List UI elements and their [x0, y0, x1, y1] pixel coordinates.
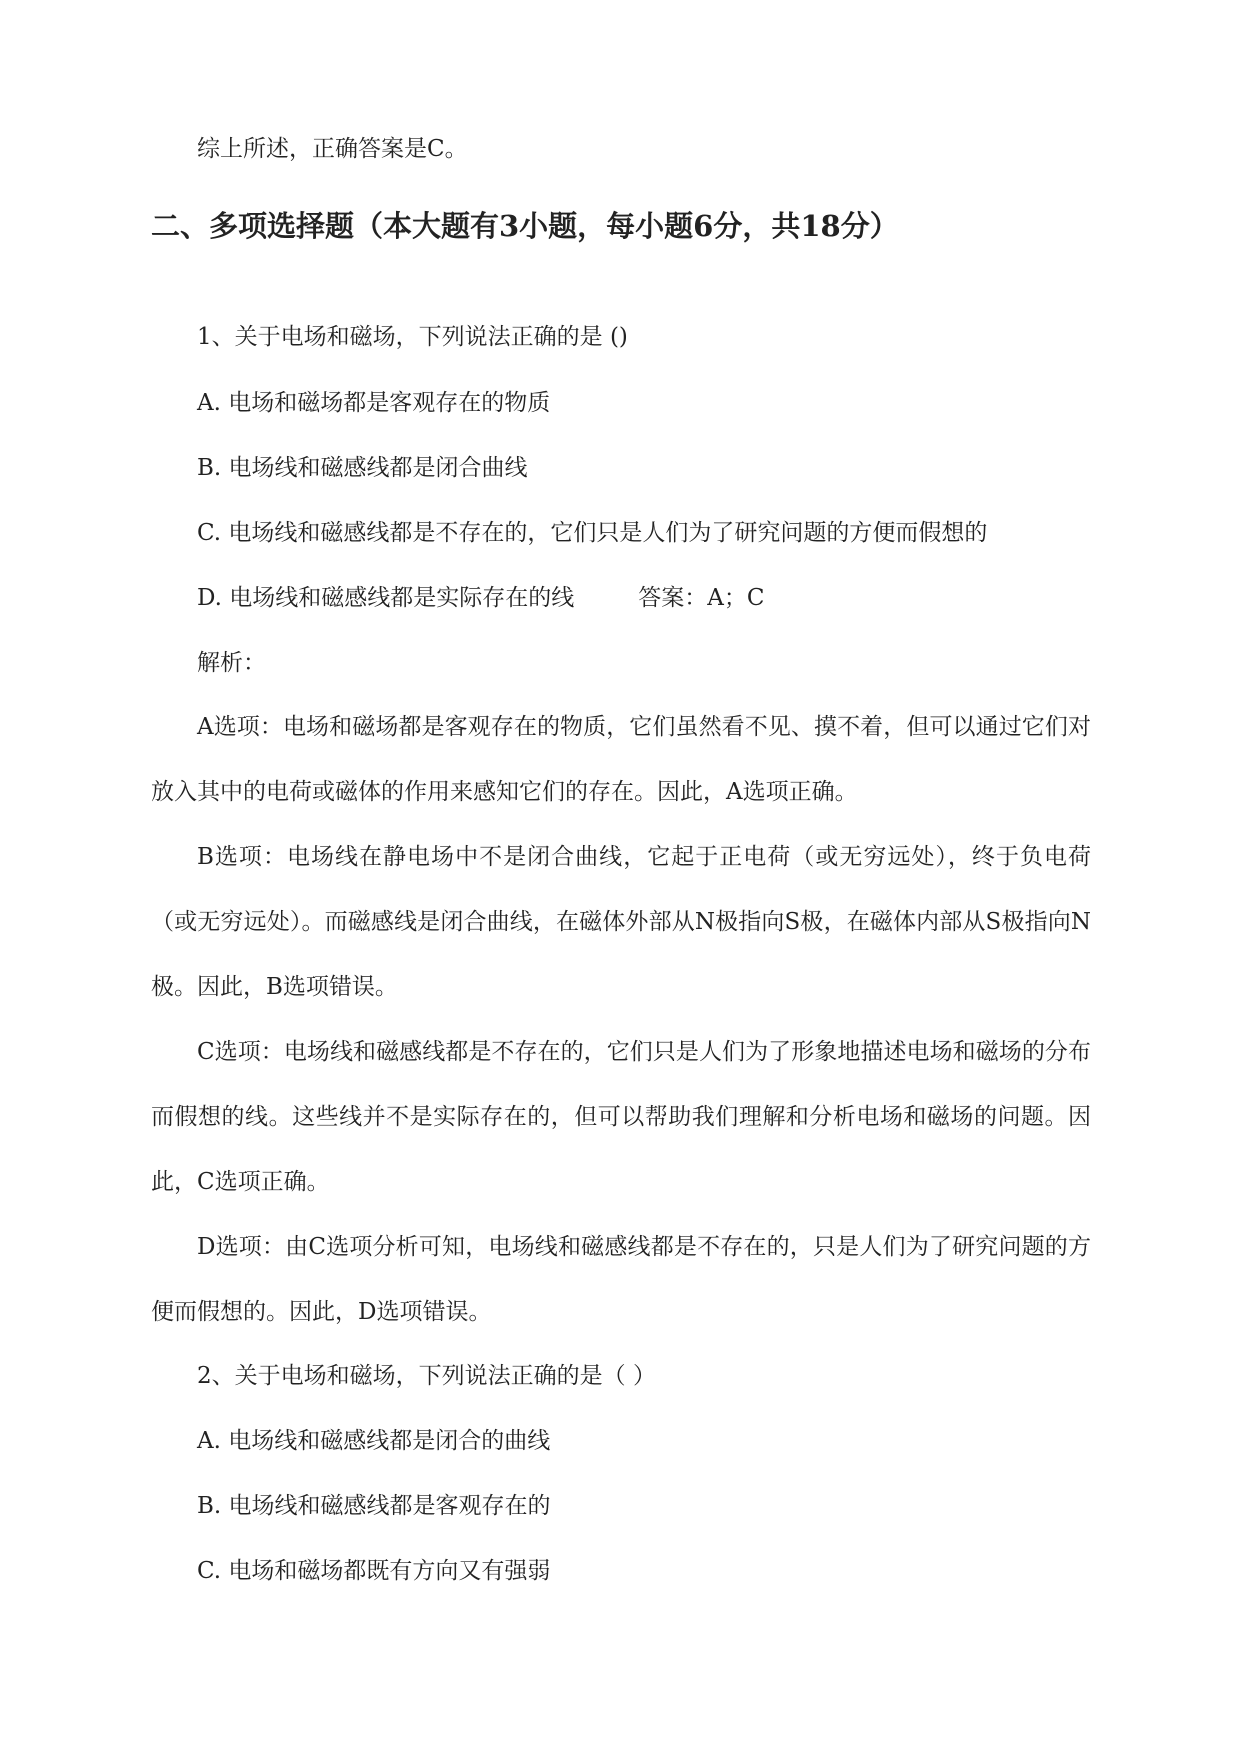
q2-option-b: B. 电场线和磁感线都是客观存在的: [197, 1493, 551, 1519]
question-2-stem: 2、关于电场和磁场，下列说法正确的是（ ）: [197, 1363, 656, 1389]
q1-option-c: C. 电场线和磁感线都是不存在的，它们只是人们为了研究问题的方便而假想的: [197, 520, 988, 546]
analysis-paragraph-d: D选项：由C选项分析可知，电场线和磁感线都是不存在的，只是人们为了研究问题的方便而假想的。因此，D选项错误。: [151, 1234, 1091, 1325]
q1-answer: 答案：A；C: [638, 585, 765, 611]
q1-option-d: D. 电场线和磁感线都是实际存在的线: [197, 585, 575, 611]
analysis-paragraph-a: A选项：电场和磁场都是客观存在的物质，它们虽然看不见、摸不着，但可以通过它们对放入其中的电荷或磁体的作用来感知它们的存在。因此，A选项正确。: [151, 714, 1091, 805]
q2-option-c: C. 电场和磁场都既有方向又有强弱: [197, 1558, 551, 1584]
q1-option-d-row: [197, 583, 764, 613]
analysis-paragraph-b: B选项：电场线在静电场中不是闭合曲线，它起于正电荷（或无穷远处），终于负电荷（或无穷远处）。而磁感线是闭合曲线，在磁体外部从N极指向S极，在磁体内部从S极指向N极。因此，B选项错误。: [151, 844, 1091, 1000]
question-1-stem: 1、关于电场和磁场，下列说法正确的是 (): [197, 324, 628, 350]
analysis-paragraph-c: C选项：电场线和磁感线都是不存在的，它们只是人们为了形象地描述电场和磁场的分布而假想的线。这些线并不是实际存在的，但可以帮助我们理解和分析电场和磁场的问题。因此，C选项正确。: [151, 1039, 1091, 1195]
q1-option-b: B. 电场线和磁感线都是闭合曲线: [197, 455, 528, 481]
q2-option-a: A. 电场线和磁感线都是闭合的曲线: [197, 1428, 551, 1454]
analysis-label: 解析：: [197, 650, 266, 676]
section-heading: 二、多项选择题（本大题有3小题，每小题6分，共18分）: [151, 209, 899, 243]
q1-option-a: A. 电场和磁场都是客观存在的物质: [197, 390, 551, 416]
summary-line: 综上所述，正确答案是C。: [197, 136, 468, 162]
